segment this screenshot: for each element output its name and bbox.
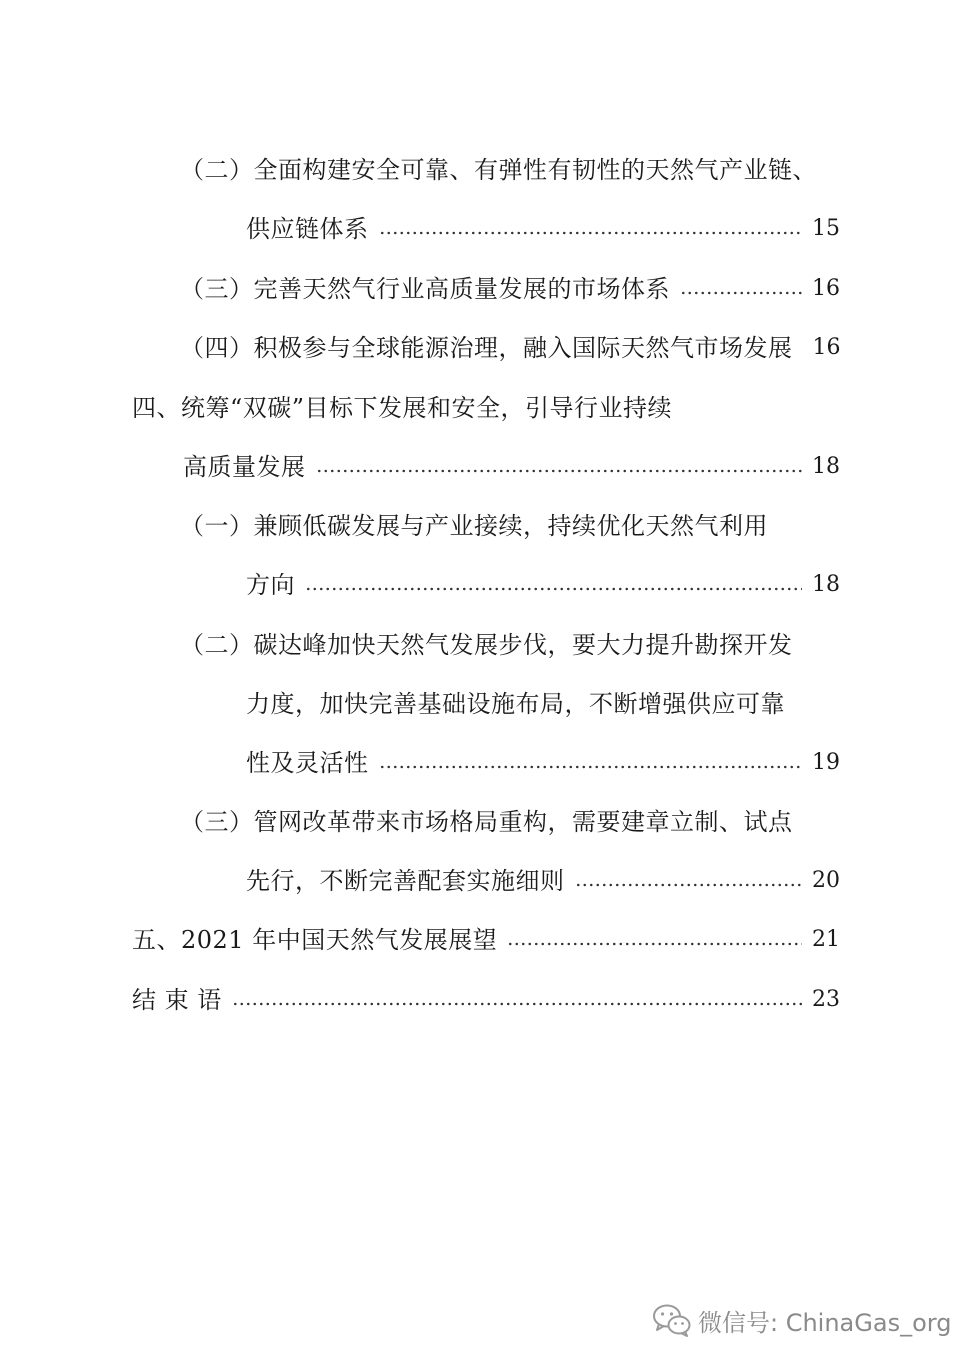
dot-leader: [316, 469, 803, 473]
toc-entry-4-1-line1: [180, 508, 840, 544]
toc-chapter-5[interactable]: [132, 922, 840, 958]
toc-page-number: 18: [812, 454, 840, 479]
toc-entry-4-3-line1: [180, 804, 840, 840]
toc-entry-2-3[interactable]: [180, 271, 840, 307]
toc-entry-4-2-line3[interactable]: [246, 745, 840, 781]
toc-entry-title: 方向: [246, 571, 295, 599]
toc-entry-title: 性及灵活性: [246, 749, 369, 777]
dot-leader: [232, 1002, 802, 1006]
toc-entry-title: 供应链体系: [246, 215, 369, 243]
watermark-text: 微信号: ChinaGas_org: [698, 1308, 952, 1337]
toc-entry-4-3-line2[interactable]: [246, 863, 840, 899]
toc-page-number: 21: [812, 927, 840, 952]
dot-leader: [680, 291, 802, 295]
toc-page-number: 15: [812, 216, 840, 241]
wechat-watermark: [652, 1300, 951, 1340]
toc-page-number: 16: [812, 276, 840, 301]
dot-leader: [305, 587, 802, 591]
toc-entry-title: （二）碳达峰加快天然气发展步伐，要大力提升勘探开发: [180, 631, 793, 659]
toc-chapter-title: 高质量发展: [183, 453, 306, 481]
toc-chapter-4-line1: [132, 390, 840, 426]
toc-entry-2-2-line1: [180, 152, 840, 188]
toc-chapter-title: 结 束 语: [132, 986, 222, 1014]
toc-page-number: 23: [812, 987, 840, 1012]
toc-chapter-title: 四、统筹“双碳”目标下发展和安全，引导行业持续: [132, 394, 673, 422]
toc-entry-4-1-line2[interactable]: [246, 567, 840, 603]
toc-page-number: 19: [812, 750, 840, 775]
dot-leader: [379, 765, 803, 769]
toc-entry-2-2-line2[interactable]: [246, 211, 840, 247]
dot-leader: [575, 883, 803, 887]
toc-conclusion[interactable]: [132, 982, 840, 1018]
dot-leader: [507, 942, 802, 946]
toc-entry-title: 先行，不断完善配套实施细则: [246, 867, 565, 895]
toc-entry-2-4[interactable]: [180, 330, 840, 366]
toc-chapter-4-line2[interactable]: [183, 449, 840, 485]
toc-entry-title: （二）全面构建安全可靠、有弹性有韧性的天然气产业链、: [180, 156, 817, 184]
toc-page-number: 20: [812, 868, 840, 893]
toc-entry-title: （三）完善天然气行业高质量发展的市场体系: [180, 275, 670, 303]
toc-page-number: 18: [812, 572, 840, 597]
toc-entry-4-2-line1: [180, 627, 840, 663]
toc-entry-title: （一）兼顾低碳发展与产业接续，持续优化天然气利用: [180, 512, 768, 540]
dot-leader: [379, 231, 803, 235]
toc-entry-title: 力度，加快完善基础设施布局，不断增强供应可靠: [246, 690, 785, 718]
toc-entry-title: （三）管网改革带来市场格局重构，需要建章立制、试点: [180, 808, 793, 836]
wechat-icon: [652, 1303, 692, 1337]
toc-chapter-title: 五、2021 年中国天然气发展展望: [132, 926, 498, 954]
toc-page-number: 16: [812, 335, 841, 360]
toc-entry-title: （四）积极参与全球能源治理，融入国际天然气市场发展: [180, 334, 793, 362]
toc-entry-4-2-line2: [246, 686, 840, 722]
